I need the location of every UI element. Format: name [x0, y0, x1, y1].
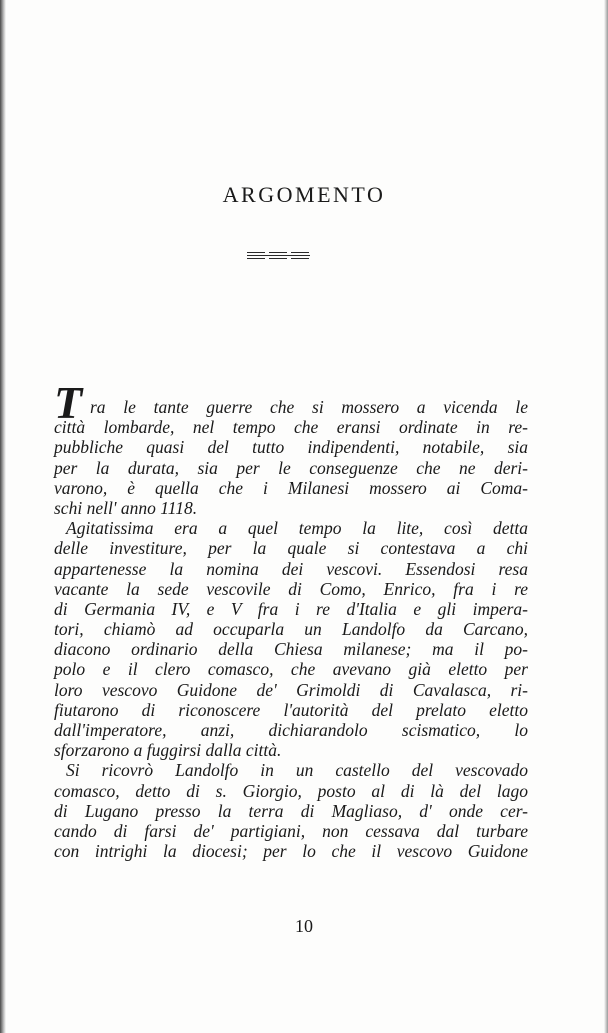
text-line: vacante la sede vescovile di Como, Enrico, fra i re [54, 578, 528, 599]
text-line: per la durata, sia per le conseguenze che ne deri- [54, 457, 528, 478]
title-ornament [247, 252, 310, 261]
page-title: ARGOMENTO [222, 182, 386, 207]
page-edge-shadow [604, 0, 608, 1033]
text-line: sforzarono a fuggirsi dalla città. [54, 740, 282, 761]
text-line: città lombarde, nel tempo che eransi ordinate in re- [54, 417, 528, 438]
text-line: loro vescovo Guidone de' Grimoldi di Cavalasca, ri- [54, 679, 528, 700]
text-line: diacono ordinario della Chiesa milanese; ma il po- [54, 639, 528, 660]
text-line: di Lugano presso la terra di Magliaso, d' onde cer- [54, 800, 528, 821]
text-line: di Germania IV, e V fra i re d'Italia e gli impera- [54, 598, 528, 619]
text-line: pubbliche quasi del tutto indipendenti, notabile, sia [54, 437, 528, 458]
body-text [54, 377, 528, 862]
page-number: 10 [295, 916, 313, 936]
text-line: Si ricovrò Landolfo in un castello del vescovado [66, 760, 528, 781]
text-line: fiutarono di riconoscere l'autorità del prelato eletto [54, 699, 528, 720]
text-line: polo e il clero comasco, che avevano già eletto per [54, 659, 528, 680]
text-line: dall'imperatore, anzi, dichiarandolo scismatico, lo [54, 720, 528, 740]
text-line: T ra le tante guerre che si mossero a vicenda le [54, 377, 528, 428]
page-binding-shadow [0, 0, 6, 1033]
text-line: comasco, detto di s. Giorgio, posto al di là del lago [54, 780, 528, 801]
text-line: cando di farsi de' partigiani, non cessava dal turbare [54, 820, 528, 841]
text-line: delle investiture, per la quale si contestava a chi [54, 538, 528, 559]
text-line: Agitatissima era a quel tempo la lite, così detta [66, 518, 528, 539]
text-line: varono, è quella che i Milanesi mossero ai Coma- [54, 477, 528, 498]
text-line: appartenesse la nomina dei vescovi. Essendosi resa [54, 558, 528, 579]
text-line: tori, chiamò ad occuparla un Landolfo da Carcano, [54, 619, 528, 640]
text-line: con intrighi la diocesi; per lo che il vescovo Guidone [54, 841, 528, 862]
drop-cap: T [54, 377, 83, 428]
text-line: schi nell' anno 1118. [54, 497, 198, 518]
